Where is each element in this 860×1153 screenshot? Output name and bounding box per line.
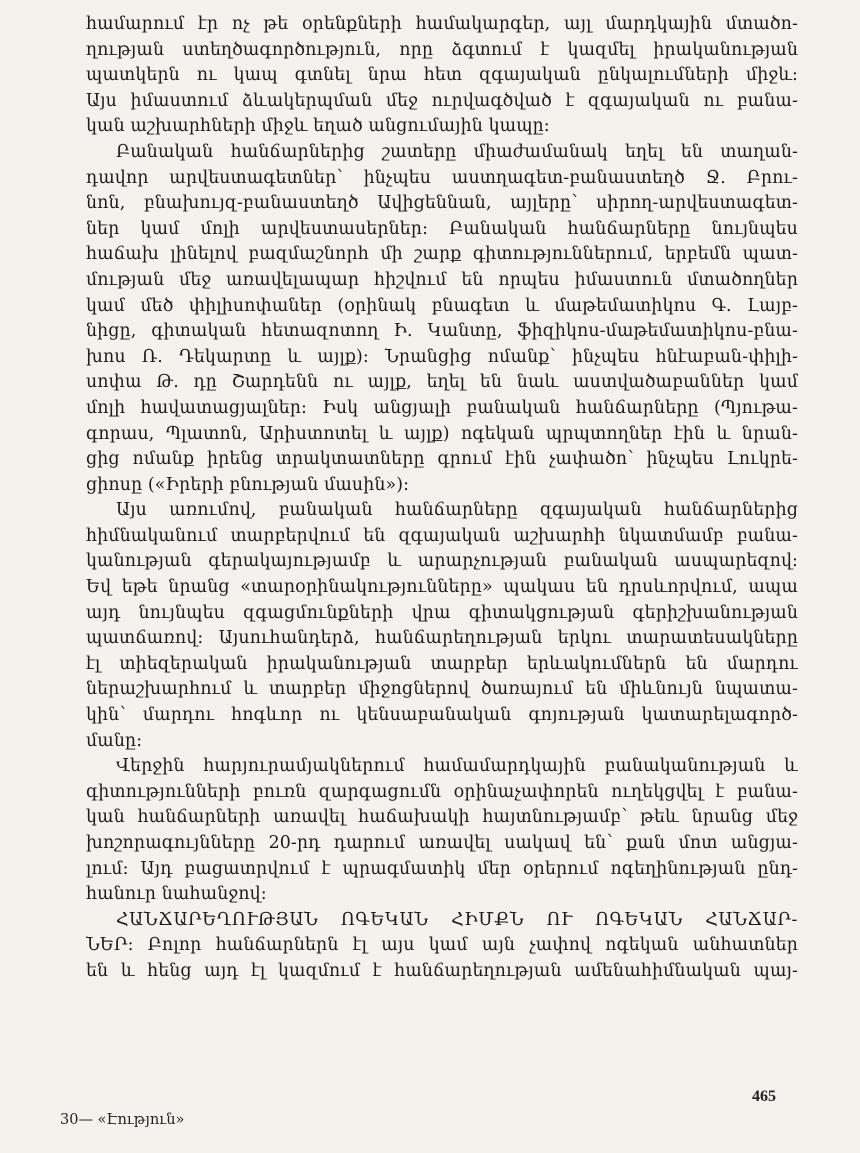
- text-line: պատկերն ու կապ գտնել նրա հետ զգայական ընկալումների միջև:: [86, 65, 798, 86]
- text-line: պատճառով: Այսուհանդերձ, հանճարեղության երկու տարատեսակները: [86, 628, 798, 649]
- section-heading-line: ՀԱՆՃԱՐԵՂՈՒԹՅԱՆ ՈԳԵԿԱՆ ՀԻՄՔՆ ՈՒ ՈԳԵԿԱՆ ՀԱՆՃԱՐ-: [116, 909, 798, 930]
- text-line: ցից ոմանք իրենց տրակտատները գրում էին չափածո՝ ինչպես Լուկրե-: [86, 449, 798, 470]
- text-line: կին՝ մարդու հոգևոր ու կենսաբանական գոյության կատարելագործ-: [86, 705, 798, 726]
- text-line: մոլի հավատացյալներ: Իսկ անցյալի բանական հանճարները (Պյութա-: [86, 397, 798, 418]
- page-number: 465: [752, 1088, 776, 1105]
- text-line: գիտությունների բուռն զարգացումն օրինաչափորեն ուղեկցվել է բանա-: [86, 781, 798, 802]
- text-line: ՆԵՐ: Բոլոր հանճարներն էլ այս կամ այն չափով ոգեկան անհատներ: [86, 935, 798, 956]
- text-line: ներ կամ մոլի արվեստասերներ: Բանական հանճարները նույնպես: [86, 218, 798, 239]
- text-line: էլ տիեզերական իրականության տարբեր երևակումներն են մարդու: [86, 653, 798, 674]
- text-line: Այս իմաստում ձևակերպման մեջ ուրվագծված է զգայական ու բանա-: [86, 90, 798, 111]
- text-line: մության մեջ առավելապար հիշվում են որպես իմաստուն մտածողներ: [86, 269, 798, 290]
- text-line: կան հանճարների առավել հաճախակի հայտնությամբ՝ թեև նրանց մեջ: [86, 807, 798, 828]
- text-line: ղության ստեղծագործություն, որը ձգտում է կազմել իրականության: [86, 39, 798, 60]
- printer-signature: 30— «Էություն»: [60, 1112, 185, 1128]
- text-line: ներաշխարհում և տարբեր միջոցներով ծառայում են միևնույն նպատա-: [86, 679, 798, 700]
- text-line: համարում էր ոչ թե օրենքների համակարգեր, այլ մարդկային մտածո-: [86, 14, 798, 34]
- text-line: հաճախ լինելով բազմաշնորհ մի շարք գիտություններում, երբեմն պատ-: [86, 244, 798, 265]
- text-line: կանության գերակայությամբ և արարչության բանական ասպարեզով:: [86, 551, 798, 572]
- text-line: Եվ եթե նրանց «տարօրինակությունները» պակաս են դրսևորվում, ապա: [86, 577, 798, 598]
- text-line: Վերջին հարյուրամյակներում համամարդկային բանականության և: [116, 756, 798, 777]
- text-line: Այս առումով, բանական հանճարները զգայական հանճարներից: [116, 500, 798, 521]
- text-line: գորաս, Պլատոն, Արիստոտել և այլք) ոգեկան պրպտողներ էին և նրան-: [86, 423, 798, 444]
- text-line: խոս Ռ. Դեկարտը և այլք): Նրանցից ոմանք՝ ինչպես հնէաբան-փիլի-: [86, 346, 798, 367]
- body-text: [86, 12, 798, 985]
- text-line: այդ նույնպես զգացմունքների վրա գիտակցության գերիշխանության: [86, 602, 798, 623]
- text-line: հիմնականում տարբերվում են զգայական աշխարհի նկատմամբ բանա-: [86, 525, 798, 546]
- text-line: հանուր նահանջով:: [86, 884, 267, 905]
- text-line: դավոր արվեստագետներ՝ ինչպես աստղագետ-բանաստեղծ Ջ. Բրու-: [86, 167, 798, 188]
- text-line: ցիոսը («Իրերի բնության մասին»):: [86, 474, 410, 495]
- text-line: նոն, բնախույզ-բանաստեղծ Ավիցեննան, այլերը՝ սիրող-արվեստագետ-: [86, 193, 798, 214]
- text-line: Բանական հանճարներից շատերը միաժամանակ եղել են տաղան-: [116, 141, 798, 162]
- text-line: խոշորագույնները 20-րդ դարում առավել սակավ են՝ քան մոտ անցյա-: [86, 833, 798, 853]
- text-line: սոփա Թ. դը Շարդենն ու այլք, եղել են նաև աստվածաբաններ կամ: [86, 372, 798, 393]
- text-line: կան աշխարհների միջև եղած անցումային կապը:: [86, 116, 550, 137]
- text-line: կամ մեծ փիլիսոփաներ (օրինակ բնագետ և մաթեմատիկոս Գ. Լայբ-: [86, 295, 798, 316]
- text-line: լում: Այդ բացատրվում է պրագմատիկ մեր օրերում ոգեղինության ընդ-: [86, 858, 798, 879]
- text-line: նիցը, գիտական հետազոտող Ի. Կանտը, ֆիզիկոս-մաթեմատիկոս-բնա-: [86, 321, 798, 342]
- text-line: մանը:: [86, 730, 143, 751]
- text-line: են և հենց այդ էլ կազմում է հանճարեղության ամենահիմնական պայ-: [86, 960, 798, 981]
